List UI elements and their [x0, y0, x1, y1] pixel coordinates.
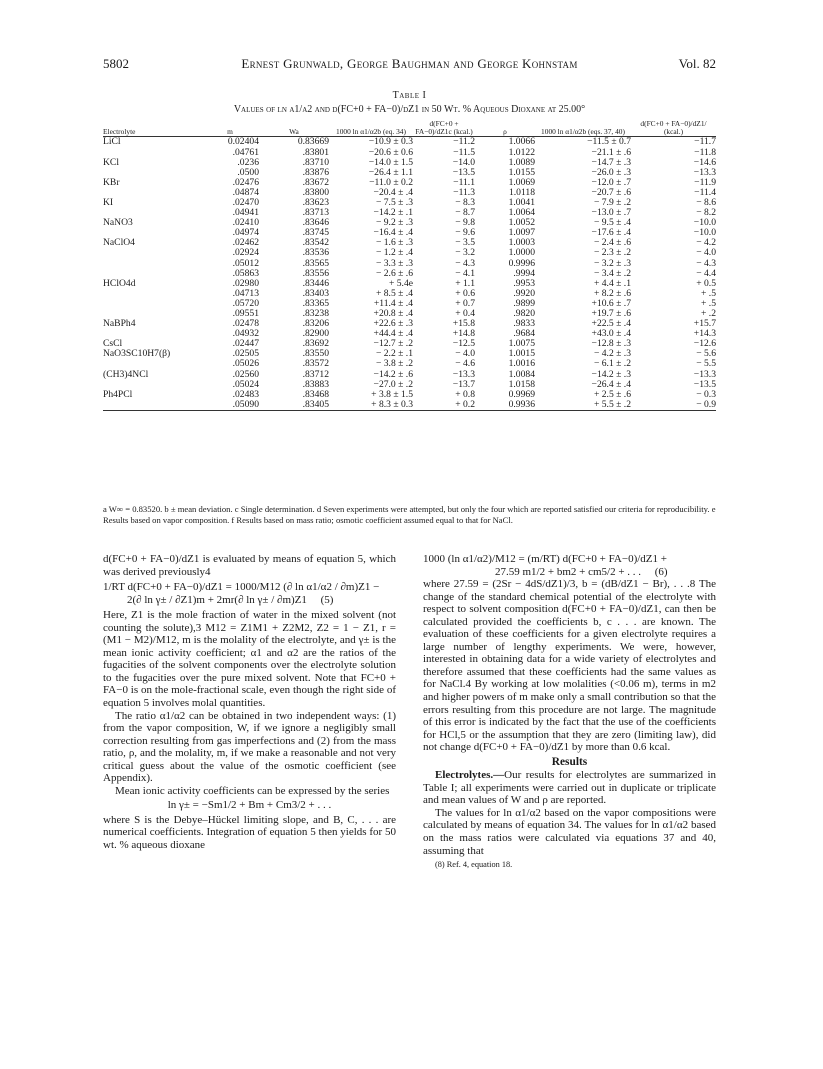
table-cell: +19.7 ± .6 — [591, 308, 631, 319]
table-cell: 1.0041 — [508, 196, 535, 208]
table-cell: 0.02404 — [227, 136, 259, 148]
table-cell: −11.0 ± 0.2 — [369, 176, 413, 188]
table-cell: + 0.8 — [455, 388, 475, 400]
table-cell: .02478 — [232, 318, 259, 330]
col-header: ρ — [503, 126, 507, 136]
table-cell: NaO3SC10H7(β) — [103, 348, 171, 360]
table-cell: −14.0 ± 1.5 — [368, 156, 413, 168]
table-cell: −12.0 ± .7 — [591, 176, 631, 188]
table-cell: NaBPh4 — [103, 318, 136, 330]
table-cell: .83646 — [302, 217, 329, 229]
table-cell: 1.0016 — [508, 358, 535, 370]
table-cell: .02447 — [232, 338, 259, 350]
paragraph: where 27.59 = (2Sr − 4dS/dZ1)/3, b = (dB/dZ1 − Br), . . .8 The change of the standard chemical potential of the electrolyte with respect to solvent composition d(FC+0 + FA−0)/dZ1, can then be calculated provided the coefficients b, c . . . are known. The evaluation of these coefficients for a given electrolyte requires a large number of lengthy experiments. We were, however, interested in obtaining data for a wide variety of electrolytes and therefore assumed that these coefficients had the same values as for NaCl.4 By working at low molalities (<0.06 m), terms in m2 and higher powers of m make only a small contribution so that the errors resulting from this procedure are not large. The magnitude of this error is indicated by the fact that the use of the coefficients for HCl,5 or the assumption that they are zero (limiting law), did not change d(FC+0 + FA−0)/dZ1 by more than 0.6 kcal. — [423, 578, 716, 754]
table-cell: 0.9996 — [508, 257, 535, 269]
table-cell: 0.9969 — [508, 388, 535, 400]
paragraph: where S is the Debye–Hückel limiting slope, and B, C, . . . are numerical coefficients. Integration of equation 5 then yields for 50 wt. % aqueous dioxane — [103, 813, 396, 852]
table-cell: −12.6 — [693, 338, 716, 350]
paragraph: Here, Z1 is the mole fraction of water in the mixed solvent (not counting the solute),3 M12 = Z1M1 + Z2M2, Z2 = 1 − Z1, r = (M1 − M2)/M12, m is the molality of the electrolyte, and γ± is the mean ionic activity coefficient; α1 and α2 are the ratios of the fugacities of the solvent components over the electrolyte solution to the fugacities over the pure mixed solvent. Note that FC+0 + FA−0 is on the mole-fractional scale, even though the right side of equation 5 involves molal quantities. — [103, 609, 396, 710]
table-cell: .83672 — [302, 176, 329, 188]
table-cell: KI — [103, 196, 114, 208]
table-cell: −13.3 — [693, 368, 716, 380]
table-cell: − 1.6 ± .3 — [375, 237, 413, 249]
table-cell: .9820 — [513, 308, 535, 319]
table-cell: +10.6 ± .7 — [591, 297, 631, 309]
table-cell: .83446 — [302, 277, 329, 289]
table-cell: KCl — [103, 156, 119, 168]
equation-5 — [103, 581, 396, 606]
table-cell: +11.4 ± .4 — [373, 297, 413, 309]
table-cell — [103, 289, 201, 299]
table-cell: .05024 — [232, 378, 259, 390]
table-cell: .02476 — [232, 176, 259, 188]
col-header: 1000 ln α1/α2b (eqs. 37, 40) — [541, 126, 625, 136]
table-cell: −13.5 — [452, 166, 475, 178]
table-cell: −17.6 ± .4 — [591, 227, 631, 239]
table-cell: − 2.6 ± .6 — [375, 267, 413, 279]
table-cell: .04874 — [232, 186, 259, 198]
table-cell: − 5.5 — [696, 358, 716, 370]
table-cell: − 8.2 — [696, 207, 716, 219]
table-cell: − 3.2 ± .3 — [593, 257, 631, 269]
table-cell: 1.0066 — [508, 136, 535, 148]
paragraph: Mean ionic activity coefficients can be expressed by the series — [115, 784, 390, 797]
table-cell: .05012 — [232, 257, 259, 269]
table-cell: − 4.0 — [696, 247, 716, 259]
table-cell: KBr — [103, 176, 120, 188]
run-in-heading: Electrolytes.— — [435, 769, 505, 782]
table-cell: − 5.6 — [696, 348, 716, 360]
table-cell: .83542 — [302, 237, 329, 249]
table-cell: .9920 — [513, 287, 535, 299]
table-cell: + .5 — [700, 287, 716, 299]
table-cell: + 8.3 ± 0.3 — [371, 398, 413, 410]
table-cell: CsCl — [103, 338, 123, 350]
table-cell: 1.0097 — [508, 227, 535, 239]
footnote: (8) Ref. 4, equation 18. — [435, 860, 513, 870]
table-cell — [103, 400, 201, 411]
running-authors: Ernest Grunwald, George Baughman and George Kohnstam — [241, 56, 578, 71]
table-cell: −10.0 — [693, 217, 716, 229]
table-cell: −11.7 — [694, 136, 716, 148]
table-cell: .83876 — [302, 166, 329, 178]
table-cell: + 8.2 ± .6 — [593, 287, 631, 299]
table-cell: .04761 — [232, 146, 259, 158]
table-cell: −13.0 ± .7 — [591, 207, 631, 219]
table-cell: − 1.2 ± .4 — [375, 247, 413, 259]
table-cell: −11.4 — [694, 186, 716, 198]
table-cell: − 2.2 ± .1 — [375, 348, 413, 360]
table-cell: − 9.5 ± .4 — [593, 217, 631, 229]
table-cell: .83710 — [302, 156, 329, 168]
table-cell: −12.5 — [452, 338, 475, 350]
table-cell: −11.5 ± 0.7 — [587, 136, 631, 148]
table-cell: Ph4PCl — [103, 388, 133, 400]
table-cell: 1.0158 — [508, 378, 535, 390]
table-cell: .83800 — [302, 186, 329, 198]
table-cell — [103, 188, 201, 198]
table-row — [103, 400, 716, 411]
table-cell: −26.4 ± 1.1 — [368, 166, 413, 178]
volume-label: Vol. 82 — [678, 56, 716, 71]
table-cell: −20.4 ± .4 — [373, 186, 413, 198]
table-cell: − 0.3 — [696, 388, 716, 400]
table-cell: +14.3 — [693, 328, 716, 340]
table-cell: + 0.2 — [455, 398, 475, 410]
table-cell: −11.5 — [453, 146, 475, 158]
table-cell: .0500 — [237, 166, 259, 178]
table-cell: + 4.4 ± .1 — [593, 277, 631, 289]
table-cell: .83405 — [302, 398, 329, 410]
table-cell: 1.0003 — [508, 237, 535, 249]
table-cell: .83572 — [302, 358, 329, 370]
table-cell: + 5.4e — [388, 277, 413, 289]
col-header: Electrolyte — [103, 126, 136, 136]
table-cell: .02505 — [232, 348, 259, 360]
table-cell: .04974 — [232, 227, 259, 239]
table-cell: − 3.3 ± .3 — [375, 257, 413, 269]
table-cell: .05863 — [232, 267, 259, 279]
table-cell: − 4.2 — [696, 237, 716, 249]
table-cell: − 3.5 — [455, 237, 475, 249]
table-cell: .9833 — [513, 318, 535, 330]
table-cell: .82900 — [302, 328, 329, 340]
table-cell: −20.6 ± 0.6 — [368, 146, 413, 158]
table-cell: 1.0000 — [508, 247, 535, 259]
table-cell: .83713 — [302, 207, 329, 219]
table-cell: + 0.4 — [455, 308, 475, 319]
table-cell: − 7.9 ± .2 — [593, 196, 631, 208]
table-cell: +22.6 ± .3 — [373, 318, 413, 330]
table-cell: .02483 — [232, 388, 259, 400]
table-header-row — [103, 120, 716, 137]
table-cell: − 2.3 ± .2 — [593, 247, 631, 259]
table-cell: .83206 — [302, 318, 329, 330]
table-cell: −13.3 — [693, 166, 716, 178]
table-cell: 1.0084 — [508, 368, 535, 380]
equation-6 — [423, 553, 716, 578]
table-cell: −26.4 ± .4 — [591, 378, 631, 390]
table-cell: .02560 — [232, 368, 259, 380]
table-cell — [103, 299, 201, 309]
table-cell: .9899 — [513, 297, 535, 309]
page-number: 5802 — [103, 56, 129, 71]
table-cell: 1.0064 — [508, 207, 535, 219]
table-cell: .83468 — [302, 388, 329, 400]
table-cell: (CH3)4NCl — [103, 368, 149, 380]
table-cell: −14.6 — [693, 156, 716, 168]
table-cell: − 8.3 — [455, 196, 475, 208]
table-cell: .83623 — [302, 196, 329, 208]
table-cell: − 4.3 — [455, 257, 475, 269]
table-cell: +14.8 — [452, 328, 475, 340]
table-cell: −14.2 ± .6 — [373, 368, 413, 380]
table-footnote: a W∞ = 0.83520. b ± mean deviation. c Single determination. d Seven experiments were attempted, but only the four which are reported satisfied our criteria for reproducibility. e Results based on vapor composition. f Results based on mass ratio; osmotic coefficient assumed equal to that for NaCl. — [103, 504, 716, 525]
table-cell: + 1.1 — [455, 277, 475, 289]
table-cell: .02980 — [232, 277, 259, 289]
table-cell: − 4.6 — [455, 358, 475, 370]
paragraph — [423, 769, 716, 807]
table-cell: − 4.3 — [696, 257, 716, 269]
table-cell: − 8.7 — [455, 207, 475, 219]
table-cell: .83565 — [302, 257, 329, 269]
table-cell: −14.7 ± .3 — [591, 156, 631, 168]
paragraph: The values for ln α1/α2 based on the vapor compositions were calculated by means of equation 34. The values for ln α1/α2 based on the mass ratios were calculated via equations 37 and 40, assuming that — [423, 806, 716, 857]
table-cell: .05720 — [232, 297, 259, 309]
table-cell: − 3.2 — [455, 247, 475, 259]
table-cell: − 9.8 — [455, 217, 475, 229]
table-cell: −11.8 — [694, 146, 716, 158]
table-cell: −10.0 — [693, 227, 716, 239]
table-cell: 1.0075 — [508, 338, 535, 350]
section-heading: Results — [551, 755, 588, 768]
table-cell: .04932 — [232, 328, 259, 340]
table-cell: +43.0 ± .4 — [591, 328, 631, 340]
table-cell: − 3.4 ± .2 — [593, 267, 631, 279]
table-cell: .9684 — [513, 328, 535, 340]
col-header: d(FC+0 + FA−0)/dZ1/ (kcal.) — [640, 119, 707, 136]
table-cell: − 7.5 ± .3 — [375, 196, 413, 208]
table-cell: − 4.4 — [696, 267, 716, 279]
table-cell: .05090 — [232, 398, 259, 410]
table-cell: −11.2 — [453, 136, 475, 148]
table-cell: − 2.4 ± .6 — [593, 237, 631, 249]
table-caption: Values of ln α1/α2 and d(FC+0 + FA−0)/dZ1 in 50 Wt. % Aqueous Dioxane at 25.00° — [233, 104, 586, 115]
table-cell: −11.3 — [453, 186, 475, 198]
table-cell: − 9.6 — [455, 227, 475, 239]
table-cell: .09551 — [232, 308, 259, 319]
table-cell: + 0.5 — [696, 277, 716, 289]
table-cell: −13.5 — [693, 378, 716, 390]
table-cell: 1.0069 — [508, 176, 535, 188]
paragraph: d(FC+0 + FA−0)/dZ1 is evaluated by means of equation 5, which was derived previously4 — [103, 553, 396, 578]
table-cell: .02470 — [232, 196, 259, 208]
table-cell: −27.0 ± .2 — [373, 378, 413, 390]
table-cell: .83365 — [302, 297, 329, 309]
equation-line: 1/RT d(FC+0 + FA−0)/dZ1 = 1000/M12 (∂ ln α1/α2 / ∂m)Z1 − — [103, 581, 380, 594]
table-cell: +20.8 ± .4 — [373, 308, 413, 319]
col-header: Wa — [289, 126, 299, 136]
table-cell: .04941 — [232, 207, 259, 219]
table-row — [103, 137, 716, 148]
equation-line: 27.59 m1/2 + bm2 + cm5/2 + . . . (6) — [495, 565, 668, 578]
table-cell: −21.1 ± .6 — [591, 146, 631, 158]
table-cell: −14.0 — [452, 156, 475, 168]
table-cell: .02924 — [232, 247, 259, 259]
table-cell: NaNO3 — [103, 217, 133, 229]
table-label: Table I — [392, 90, 427, 101]
table-cell: .83536 — [302, 247, 329, 259]
table-cell: − 4.0 — [455, 348, 475, 360]
col-header: d(FC+0 + FA−0)/dZ1c (kcal.) — [415, 119, 473, 136]
table-cell: −12.8 ± .3 — [591, 338, 631, 350]
table-cell: .9994 — [513, 267, 535, 279]
table-cell: .83556 — [302, 267, 329, 279]
equation-line: 2(∂ ln γ± / ∂Z1)m + 2mr(∂ ln γ± / ∂m)Z1 (5) — [127, 593, 334, 606]
right-column — [423, 553, 716, 872]
table-cell: − 8.6 — [696, 196, 716, 208]
table-cell: + 0.6 — [455, 287, 475, 299]
table-cell: 1.0089 — [508, 156, 535, 168]
table-cell: +15.8 — [452, 318, 475, 330]
table-cell: .04713 — [232, 287, 259, 299]
table-cell: .83801 — [302, 146, 329, 158]
table-cell: + 5.5 ± .2 — [593, 398, 631, 410]
table-cell: HClO4d — [103, 277, 136, 289]
paragraph-text: Our results for electrolytes are summarized in Table I; all experiments were carried out in duplicate or triplicate and mean values of W and ρ are reported. — [423, 769, 716, 807]
table-cell: − 4.1 — [455, 267, 475, 279]
table-cell: +22.5 ± .4 — [591, 318, 631, 330]
col-header: m — [227, 126, 233, 136]
table-cell: −12.7 ± .2 — [373, 338, 413, 350]
table-cell: −26.0 ± .3 — [591, 166, 631, 178]
table-cell: + 3.8 ± 1.5 — [371, 388, 413, 400]
table-cell: .83238 — [302, 308, 329, 319]
table-cell: −16.4 ± .4 — [373, 227, 413, 239]
table-cell: 1.0015 — [508, 348, 535, 360]
table-cell: −10.9 ± 0.3 — [368, 136, 413, 148]
col-header: 1000 ln α1/α2b (eq. 34) — [336, 126, 406, 136]
table-cell: .02410 — [232, 217, 259, 229]
table-cell: −11.9 — [694, 176, 716, 188]
table-cell: .05026 — [232, 358, 259, 370]
table-cell: + 0.7 — [455, 297, 475, 309]
table-cell: .83403 — [302, 287, 329, 299]
paragraph: The ratio α1/α2 can be obtained in two independent ways: (1) from the vapor composition, W, if we ignore a negligibly small correction resulting from gas imperfections and (2) from the mass ratio, ρ, and the molality, m, if we make a reasonable and not very critical guess about the value of the osmotic coefficient (see Appendix). — [103, 709, 396, 785]
table-cell: LiCl — [103, 136, 121, 148]
data-table — [103, 120, 716, 411]
table-cell: + 8.5 ± .4 — [375, 287, 413, 299]
table-cell: + 2.5 ± .6 — [593, 388, 631, 400]
table-cell: 1.0155 — [508, 166, 535, 178]
table-cell: .02462 — [232, 237, 259, 249]
table-cell — [103, 248, 201, 258]
table-cell: 0.83669 — [297, 136, 329, 148]
table-cell: − 3.8 ± .2 — [375, 358, 413, 370]
table-cell: − 9.2 ± .3 — [375, 217, 413, 229]
table-cell: 1.0052 — [508, 217, 535, 229]
table-cell — [103, 259, 201, 269]
table-cell: 0.9936 — [508, 398, 535, 410]
table-cell: −20.7 ± .6 — [591, 186, 631, 198]
table-cell: +15.7 — [693, 318, 716, 330]
table-cell: .83550 — [302, 348, 329, 360]
table-cell: +44.4 ± .4 — [373, 328, 413, 340]
table-cell: + .5 — [700, 297, 716, 309]
left-column — [103, 553, 396, 852]
table-cell: −14.2 ± .3 — [591, 368, 631, 380]
table-cell: 1.0118 — [508, 186, 535, 198]
equation-line: 1000 (ln α1/α2)/M12 = (m/RT) d(FC+0 + FA−0)/dZ1 + — [423, 553, 667, 565]
table-cell: .9953 — [513, 277, 535, 289]
table-cell: 1.0122 — [508, 146, 535, 158]
table-cell: −13.3 — [452, 368, 475, 380]
table-cell: − 4.2 ± .3 — [593, 348, 631, 360]
table-cell: .83883 — [302, 378, 329, 390]
series-equation: ln γ± = −Sm1/2 + Bm + Cm3/2 + . . . — [167, 799, 332, 812]
table-cell: .83712 — [302, 368, 329, 380]
table-cell: −14.2 ± .1 — [373, 207, 413, 219]
table-cell: −11.1 — [453, 176, 475, 188]
table-cell: .83745 — [302, 227, 329, 239]
table-cell: −13.7 — [452, 378, 475, 390]
table-cell: − 0.9 — [696, 398, 716, 410]
table-cell: .83692 — [302, 338, 329, 350]
table-cell: NaClO4 — [103, 237, 135, 249]
table-cell: .0236 — [237, 156, 259, 168]
table-cell: − 6.1 ± .2 — [593, 358, 631, 370]
table-cell: + .2 — [700, 308, 716, 319]
